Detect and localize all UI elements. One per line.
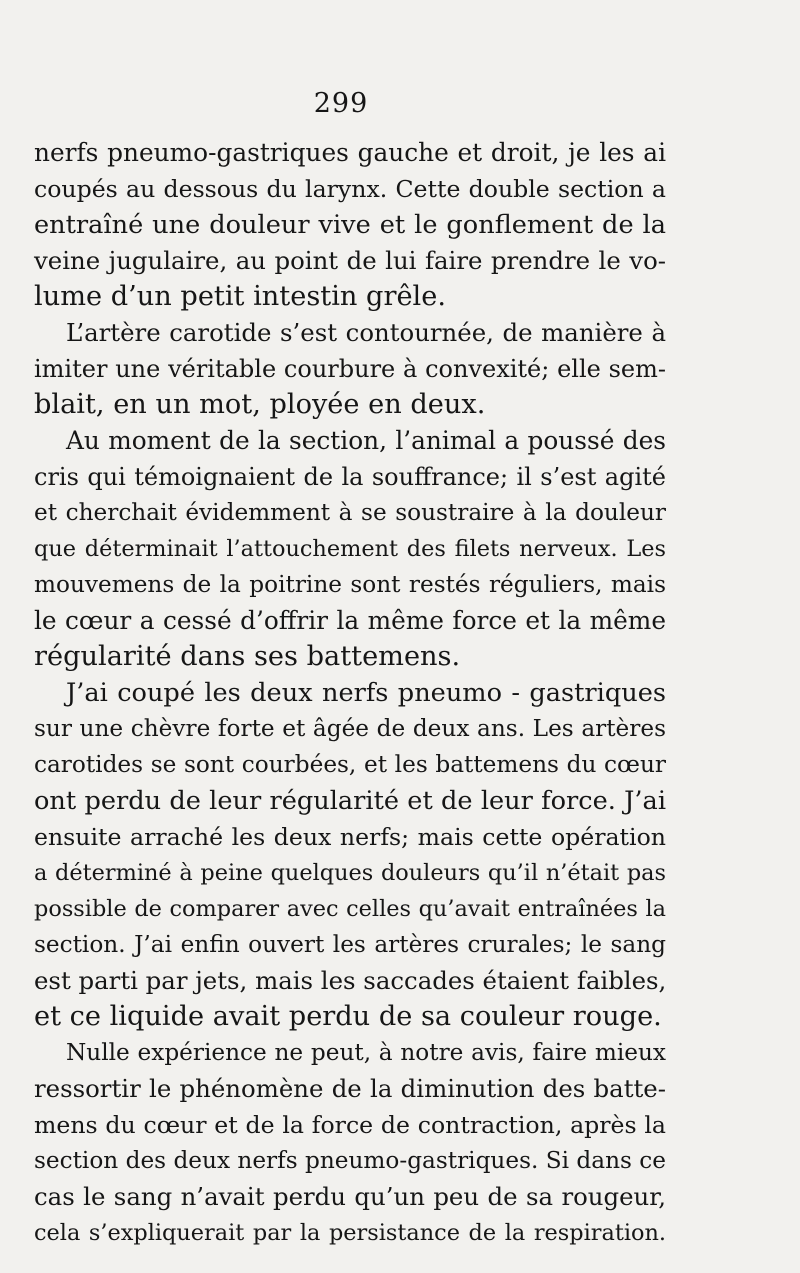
text-line: blait, en un mot, ployée en deux. xyxy=(34,389,486,420)
text-line: possible de comparer avec celles qu’avait entraînées la xyxy=(34,896,666,922)
text-line: entraîné une douleur vive et le gonflement de la xyxy=(34,210,666,240)
text-line: et cherchait évidemment à se soustraire à la douleur xyxy=(34,499,666,526)
text-line: et ce liquide avait perdu de sa couleur rouge. xyxy=(34,1001,662,1032)
text-line: ensuite arraché les deux nerfs; mais cette opération xyxy=(34,823,666,851)
text-line: section des deux nerfs pneumo-gastriques. Si dans ce xyxy=(34,1147,666,1174)
text-line: ont perdu de leur régularité et de leur force. J’ai xyxy=(34,786,666,816)
text-line: veine jugulaire, au point de lui faire prendre le vo- xyxy=(34,246,666,275)
text-line: L’artère carotide s’est contournée, de manière à xyxy=(66,318,666,347)
body-text xyxy=(34,135,666,1251)
text-line: imiter une véritable courbure à convexité; elle sem- xyxy=(34,355,666,383)
text-line: section. J’ai enfin ouvert les artères crurales; le sang xyxy=(34,931,666,958)
text-line: nerfs pneumo-gastriques gauche et droit, je les ai xyxy=(34,138,666,167)
text-line: est parti par jets, mais les saccades étaient faibles, xyxy=(34,966,667,995)
text-line: coupés au dessous du larynx. Cette double section a xyxy=(34,175,666,203)
text-line: le cœur a cessé d’offrir la même force et la même xyxy=(34,606,666,635)
text-line: mouvemens de la poitrine sont restés réguliers, mais xyxy=(34,571,666,598)
text-line: J’ai coupé les deux nerfs pneumo - gastriques xyxy=(66,678,666,708)
text-line: ressortir le phénomène de la diminution des batte- xyxy=(34,1074,666,1103)
text-line: cris qui témoignaient de la souffrance; il s’est agité xyxy=(34,463,666,491)
text-line: mens du cœur et de la force de contraction, après la xyxy=(34,1111,666,1139)
text-line: sur une chèvre forte et âgée de deux ans. Les artères xyxy=(34,715,666,742)
text-line: a déterminé à peine quelques douleurs qu’il n’était pas xyxy=(34,860,666,886)
text-line: régularité dans ses battemens. xyxy=(34,641,461,672)
text-line: Nulle expérience ne peut, à notre avis, faire mieux xyxy=(66,1039,666,1066)
text-line: lume d’un petit intestin grêle. xyxy=(34,281,446,312)
text-line: que déterminait l’attouchement des filets nerveux. Les xyxy=(34,536,666,562)
text-line: cas le sang n’avait perdu qu’un peu de sa rougeur, xyxy=(34,1182,666,1211)
text-line: cela s’expliquerait par la persistance de la respiration. xyxy=(34,1220,666,1246)
text-line: Au moment de la section, l’animal a poussé des xyxy=(66,426,666,455)
page-number: 299 xyxy=(313,88,369,119)
text-line: carotides se sont courbées, et les battemens du cœur xyxy=(34,751,666,778)
